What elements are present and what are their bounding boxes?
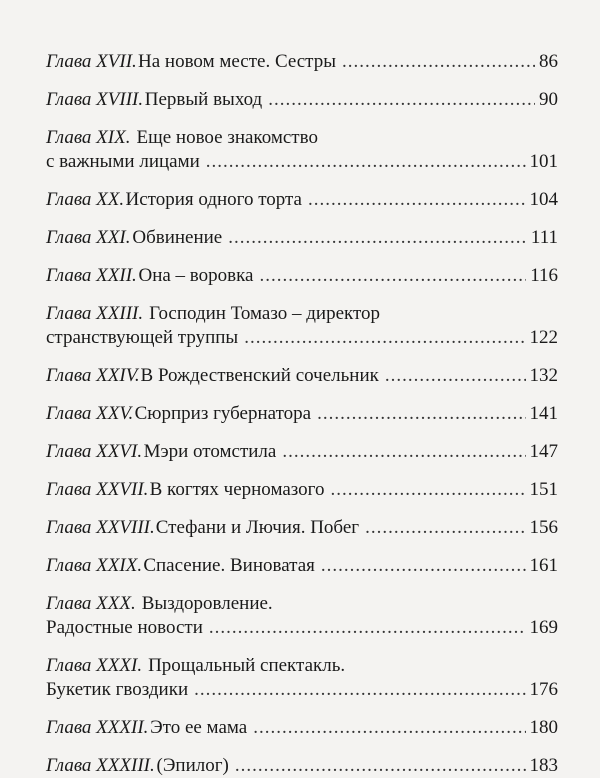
- page-number: 156: [529, 517, 558, 538]
- chapter-label: Глава XX.: [46, 189, 125, 210]
- chapter-label: Глава XVII.: [46, 51, 137, 72]
- toc-entry-last-line: [46, 188, 558, 212]
- toc-entry-last-line: [46, 402, 558, 426]
- toc-entry: [46, 716, 558, 740]
- chapter-label: Глава XVIII.: [46, 89, 144, 110]
- chapter-title: Обвинение: [132, 227, 223, 248]
- chapter-title: Господин Томазо – директор: [149, 303, 381, 324]
- chapter-title: (Эпилог): [156, 755, 229, 776]
- chapter-title: В когтях черномазого: [149, 479, 325, 500]
- chapter-label: Глава XXIV.: [46, 365, 140, 386]
- chapter-title: с важными лицами: [46, 151, 200, 172]
- dot-leader: [342, 50, 535, 74]
- dot-leader: [235, 754, 526, 778]
- page-number: 116: [530, 265, 558, 286]
- chapter-title: Прощальный спектакль.: [148, 655, 346, 676]
- chapter-title: Мэри отомстила: [143, 441, 277, 462]
- toc-entry: [46, 516, 558, 540]
- chapter-label: Глава XXX.: [46, 593, 136, 614]
- chapter-label: Глава XIX.: [46, 127, 131, 148]
- toc-entry-last-line: [46, 50, 558, 74]
- toc-entry: [46, 478, 558, 502]
- toc-entry: [46, 592, 558, 640]
- chapter-title: странствующей труппы: [46, 327, 239, 348]
- chapter-title: Сюрприз губернатора: [134, 403, 312, 424]
- toc-entry-last-line: [46, 678, 558, 702]
- chapter-label: Глава XXIII.: [46, 303, 144, 324]
- chapter-title: Стефани и Лючия. Побег: [155, 517, 360, 538]
- chapter-label: Глава XXI.: [46, 227, 131, 248]
- page-number: 104: [529, 189, 558, 210]
- page-number: 169: [529, 617, 558, 638]
- page-number: 132: [529, 365, 558, 386]
- dot-leader: [206, 150, 526, 174]
- toc-entry: [46, 126, 558, 174]
- dot-leader: [282, 440, 525, 464]
- toc-entry-last-line: [46, 226, 558, 250]
- dot-leader: [385, 364, 526, 388]
- page-number: 90: [539, 89, 558, 110]
- toc-entry: [46, 440, 558, 464]
- dot-leader: [209, 616, 526, 640]
- chapter-title: На новом месте. Сестры: [138, 51, 336, 72]
- chapter-label: Глава XXV.: [46, 403, 134, 424]
- dot-leader: [259, 264, 526, 288]
- toc-entry: [46, 264, 558, 288]
- chapter-title: В Рождественский сочельник: [140, 365, 379, 386]
- chapter-title: Еще новое знакомство: [136, 127, 318, 148]
- toc-entry-last-line: [46, 326, 558, 350]
- chapter-title: Выздоровление.: [141, 593, 273, 614]
- toc-entry: [46, 188, 558, 212]
- toc-entry-line: [46, 654, 558, 678]
- chapter-label: Глава XXXIII.: [46, 755, 155, 776]
- toc-entry-line: [46, 126, 558, 150]
- page-number: 141: [529, 403, 558, 424]
- toc-entry: [46, 402, 558, 426]
- page-number: 151: [529, 479, 558, 500]
- toc-entry: [46, 302, 558, 350]
- toc-entry-last-line: [46, 478, 558, 502]
- dot-leader: [244, 326, 525, 350]
- page-number: 122: [529, 327, 558, 348]
- chapter-title: Букетик гвоздики: [46, 679, 189, 700]
- dot-leader: [268, 88, 535, 112]
- chapter-label: Глава XXVIII.: [46, 517, 155, 538]
- chapter-label: Глава XXIX.: [46, 555, 143, 576]
- dot-leader: [308, 188, 526, 212]
- dot-leader: [365, 516, 525, 540]
- table-of-contents: [46, 50, 558, 778]
- page-number: 147: [529, 441, 558, 462]
- page-number: 180: [529, 717, 558, 738]
- toc-entry-last-line: [46, 554, 558, 578]
- chapter-title: История одного торта: [125, 189, 302, 210]
- chapter-title: Спасение. Виноватая: [143, 555, 315, 576]
- chapter-label: Глава XXVI.: [46, 441, 143, 462]
- page-number: 111: [530, 227, 558, 248]
- toc-entry-last-line: [46, 516, 558, 540]
- chapter-label: Глава XXXII.: [46, 717, 149, 738]
- dot-leader: [330, 478, 525, 502]
- toc-entry: [46, 88, 558, 112]
- toc-entry: [46, 364, 558, 388]
- chapter-label: Глава XXXI.: [46, 655, 143, 676]
- toc-entry-last-line: [46, 88, 558, 112]
- toc-entry-last-line: [46, 364, 558, 388]
- dot-leader: [228, 226, 527, 250]
- chapter-title: Это ее мама: [150, 717, 248, 738]
- page-number: 183: [529, 755, 558, 776]
- toc-entry-line: [46, 592, 558, 616]
- chapter-title: Она – воровка: [138, 265, 254, 286]
- toc-entry: [46, 654, 558, 702]
- chapter-title: Радостные новости: [46, 617, 203, 638]
- toc-entry-line: [46, 302, 558, 326]
- toc-entry-last-line: [46, 264, 558, 288]
- toc-entry-last-line: [46, 754, 558, 778]
- chapter-label: Глава XXII.: [46, 265, 137, 286]
- dot-leader: [253, 716, 525, 740]
- chapter-title: Первый выход: [144, 89, 263, 110]
- page-number: 161: [529, 555, 558, 576]
- dot-leader: [317, 402, 525, 426]
- page-number: 176: [529, 679, 558, 700]
- toc-entry-last-line: [46, 150, 558, 174]
- toc-entry: [46, 754, 558, 778]
- toc-entry-last-line: [46, 616, 558, 640]
- toc-entry: [46, 50, 558, 74]
- toc-entry: [46, 226, 558, 250]
- dot-leader: [321, 554, 526, 578]
- page-number: 86: [539, 51, 558, 72]
- chapter-label: Глава XXVII.: [46, 479, 149, 500]
- dot-leader: [194, 678, 525, 702]
- toc-entry-last-line: [46, 716, 558, 740]
- toc-entry-last-line: [46, 440, 558, 464]
- toc-entry: [46, 554, 558, 578]
- page-number: 101: [529, 151, 558, 172]
